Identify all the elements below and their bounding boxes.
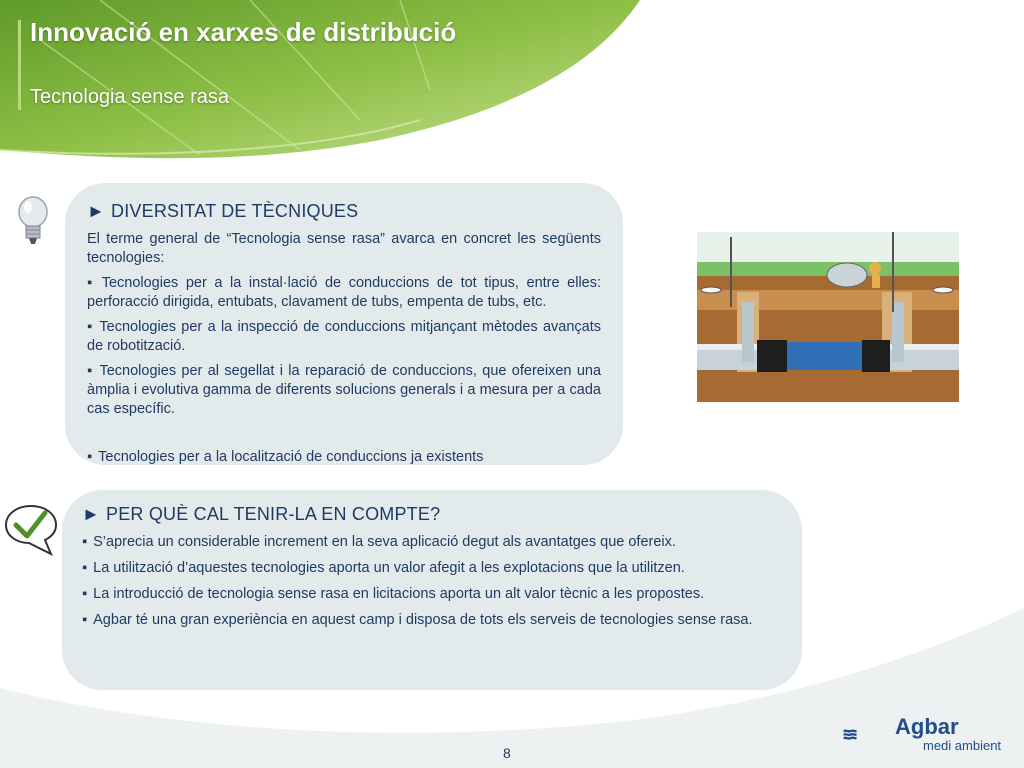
techniques-heading-text: DIVERSITAT DE TÈCNIQUES <box>111 201 359 221</box>
reasons-bullet: ▪ La utilització d’aquestes tecnologies aporta un valor afegit a les explotacions que la utilitzen. <box>82 559 782 578</box>
slide-title: Innovació en xarxes de distribució <box>30 17 457 47</box>
title-accent-bar <box>18 20 21 110</box>
agbar-logo-name: Agbar <box>895 714 959 739</box>
slide-subtitle: Tecnologia sense rasa <box>30 86 230 108</box>
techniques-heading <box>87 201 601 222</box>
techniques-bullet: ▪ Tecnologies per al segellat i la reparació de conduccions, que ofereixen una àmplia i evolutiva gamma de diferents solucions generals i a mesura per a cada cas específic. <box>87 362 601 419</box>
reasons-bullet: ▪ Agbar té una gran experiència en aquest camp i disposa de tots els serveis de tecnologies sense rasa. <box>82 611 782 630</box>
page-number: 8 <box>503 745 511 761</box>
reasons-bullet: ▪ La introducció de tecnologia sense rasa en licitacions aporta un alt valor tècnic a les propostes. <box>82 585 782 604</box>
triangle-arrow-icon: ► <box>82 504 101 524</box>
techniques-intro: El terme general de “Tecnologia sense rasa” avarca en concret les següents tecnologies: <box>87 231 601 266</box>
techniques-bullet: ▪ Tecnologies per a la localització de conduccions ja existents <box>87 449 483 465</box>
reasons-panel <box>62 490 802 690</box>
reasons-heading-text: PER QUÈ CAL TENIR-LA EN COMPTE? <box>106 504 441 524</box>
trenchless-pipe-illustration <box>697 232 959 402</box>
techniques-panel <box>65 183 623 465</box>
reasons-bullet: ▪ S’aprecia un considerable increment en la seva aplicació degut als avantatges que ofereix. <box>82 533 782 552</box>
triangle-arrow-icon: ► <box>87 201 106 221</box>
agbar-logo-tagline: medi ambient <box>923 738 1002 753</box>
reasons-heading <box>82 504 782 525</box>
lightbulb-icon <box>16 195 50 247</box>
techniques-bullet: ▪ Tecnologies per a la inspecció de conduccions mitjançant mètodes avançats de robotització. <box>87 318 601 356</box>
techniques-bullet: ▪ Tecnologies per a la instal·lació de conduccions de tot tipus, entre elles: perforacció dirigida, entubats, clavament de tubs, empenta de tubs, etc. <box>87 274 601 312</box>
checkmark-speech-bubble-icon <box>3 503 59 557</box>
agbar-logo-icon <box>843 712 893 756</box>
